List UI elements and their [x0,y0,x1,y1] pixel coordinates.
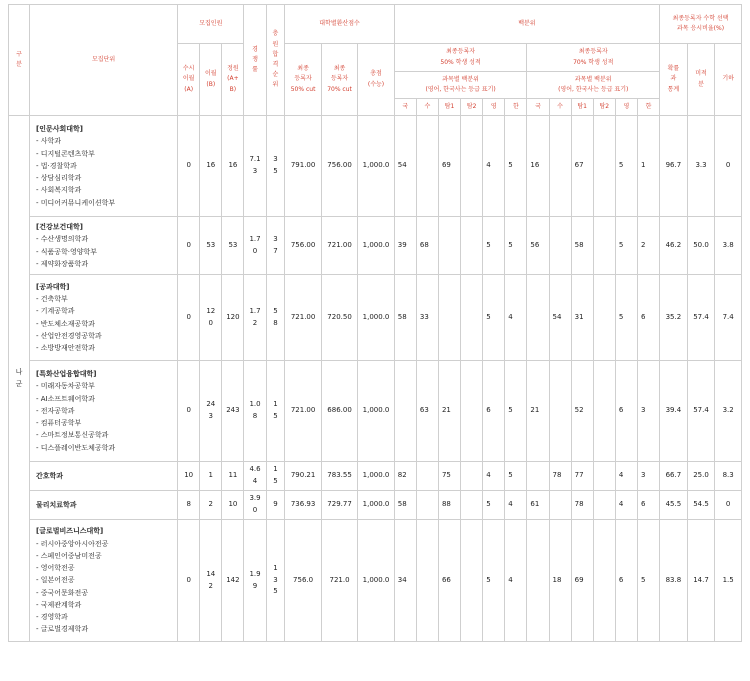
ratio-calc: 46.2 [660,217,688,275]
unit-cell [30,491,178,520]
header-subject: 탐2 [593,99,615,116]
major-item: - 제약화장품학과 [36,259,89,268]
table-row [9,491,742,520]
unit-cell [30,217,178,275]
pct70-value [549,217,571,275]
ratio-micro: 3.3 [687,116,715,217]
unit-cell [30,361,178,462]
full-score: 1,000.0 [358,361,394,462]
pct70-value: 61 [527,491,549,520]
major-item: - 영어학전공 [36,564,75,573]
pct70-value: 56 [527,217,549,275]
major-item: - 전자공학과 [36,406,75,415]
unit-title: 간호학과 [36,471,64,480]
pct70-value: 1 [637,116,659,217]
pct50-value [416,520,438,642]
pct50-value: 33 [416,275,438,361]
pct50-value: 4 [505,491,527,520]
pct50-value: 82 [394,462,416,491]
header-convert-score: 대학별환산점수 [285,5,394,44]
pct50-value: 68 [416,217,438,275]
recruit-total: 243 [222,361,244,462]
pct70-value: 67 [571,116,593,217]
full-score: 1,000.0 [358,275,394,361]
cut50-score: 736.93 [285,491,321,520]
table-row [9,520,742,642]
pct50-value: 5 [505,217,527,275]
header-pct70-sub: 과목별 백분위 (영어, 한국사는 등급 표기) [527,72,660,99]
pct70-value: 4 [615,462,637,491]
pct70-value: 69 [571,520,593,642]
full-score: 1,000.0 [358,491,394,520]
header-pct70: 최종등록자 70% 학생 성적 [527,44,660,72]
cut50-score: 721.00 [285,361,321,462]
recruit-susi: 0 [178,361,200,462]
waitlist-rank: 1 5 [266,462,285,491]
recruit-jungsi: 2 [200,491,222,520]
recruit-total: 10 [222,491,244,520]
pct70-value: 5 [615,275,637,361]
pct50-value: 66 [438,520,460,642]
major-item: - 스페인어중남미전공 [36,551,102,560]
major-item: - 국제관계학과 [36,600,82,609]
pct50-value [461,275,483,361]
header-waitlist: 충 원 합 격 순 위 [266,5,285,116]
recruit-jungsi: 24 3 [200,361,222,462]
ratio-geo: 0 [715,491,742,520]
recruit-susi: 0 [178,520,200,642]
recruit-susi: 0 [178,217,200,275]
ratio-micro: 57.4 [687,361,715,462]
pct70-value: 6 [615,520,637,642]
recruit-jungsi: 53 [200,217,222,275]
table-row [9,462,742,491]
recruit-total: 142 [222,520,244,642]
pct70-value: 6 [637,491,659,520]
pct50-value [461,462,483,491]
pct70-value: 5 [615,116,637,217]
competition-rate: 1.7 2 [244,275,266,361]
header-recruit-susi: 수시 이월 (A) [178,44,200,116]
header-cut50: 최종 등록자 50% cut [285,44,321,116]
header-subject: 영 [483,99,505,116]
header-pct50: 최종등록자 50% 학생 성적 [394,44,527,72]
competition-rate: 1.7 0 [244,217,266,275]
pct70-value: 5 [615,217,637,275]
major-item: - 기계공학과 [36,307,75,316]
header-subject: 탐1 [571,99,593,116]
pct50-value: 5 [483,217,505,275]
table-row [9,275,742,361]
cut70-score: 686.00 [321,361,357,462]
group-label: 나 군 [9,116,30,642]
header-subject: 국 [394,99,416,116]
pct70-value: 6 [637,275,659,361]
pct50-value [461,520,483,642]
unit-cell [30,275,178,361]
header-ratio-calc: 확률 과 통계 [660,44,688,116]
ratio-micro: 25.0 [687,462,715,491]
full-score: 1,000.0 [358,116,394,217]
pct70-value [527,275,549,361]
ratio-geo: 3.2 [715,361,742,462]
header-subject: 수 [416,99,438,116]
pct70-value [593,275,615,361]
pct50-value: 63 [416,361,438,462]
recruit-susi: 8 [178,491,200,520]
pct70-value [593,462,615,491]
table-row [9,116,742,217]
major-item: - AI소프트웨어학과 [36,394,95,403]
pct50-value: 58 [394,275,416,361]
ratio-geo: 1.5 [715,520,742,642]
cut70-score: 729.77 [321,491,357,520]
competition-rate: 3.9 0 [244,491,266,520]
table-header [9,5,742,116]
competition-rate: 1.9 9 [244,520,266,642]
header-recruit: 모집인원 [178,5,244,44]
ratio-calc: 45.5 [660,491,688,520]
pct50-value: 5 [505,116,527,217]
major-item: - 건축학부 [36,295,68,303]
cut50-score: 721.00 [285,275,321,361]
major-item: - 반도체소재공학과 [36,319,95,328]
unit-cell [30,462,178,491]
major-item: - 스마트정보통신공학과 [36,431,109,440]
cut70-score: 721.0 [321,520,357,642]
competition-rate: 1.0 8 [244,361,266,462]
ratio-geo: 8.3 [715,462,742,491]
pct50-value: 54 [394,116,416,217]
ratio-calc: 35.2 [660,275,688,361]
pct50-value [438,217,460,275]
pct70-value: 21 [527,361,549,462]
major-item: - 러시아중앙아시아전공 [36,539,109,548]
unit-title: [글로벌비즈니스대학] [36,527,104,536]
pct70-value: 18 [549,520,571,642]
header-recruit-total: 정원 (A+ B) [222,44,244,116]
admission-results-table-container [8,4,742,642]
pct50-value: 4 [505,520,527,642]
pct50-value: 5 [483,275,505,361]
pct50-value: 5 [483,520,505,642]
pct50-value: 5 [483,491,505,520]
major-item: - 사학과 [36,137,62,146]
unit-cell [30,520,178,642]
waitlist-rank: 1 5 [266,361,285,462]
header-recruit-jungsi: 이월 (B) [200,44,222,116]
table-row [9,361,742,462]
pct70-value: 5 [637,520,659,642]
pct70-value: 77 [571,462,593,491]
cut50-score: 756.00 [285,217,321,275]
pct70-value [593,116,615,217]
major-item: - 수산생명의학과 [36,235,89,244]
major-item: - 컴퓨터공학부 [36,419,82,428]
major-item: - 상담심리학과 [36,174,82,183]
competition-rate: 4.6 4 [244,462,266,491]
waitlist-rank: 5 8 [266,275,285,361]
pct50-value [438,275,460,361]
major-item: - 소방방재안전학과 [36,344,95,352]
pct50-value: 34 [394,520,416,642]
major-item: - 디스플레이반도체공학과 [36,443,116,452]
waitlist-rank: 1 3 5 [266,520,285,642]
pct50-value [416,116,438,217]
ratio-micro: 57.4 [687,275,715,361]
recruit-jungsi: 12 0 [200,275,222,361]
major-item: - 글로벌경제학과 [36,625,89,634]
pct50-value: 4 [505,275,527,361]
unit-title: [인문사회대학] [36,125,83,134]
unit-title: [특화산업융합대학] [36,370,97,379]
pct70-value: 3 [637,462,659,491]
major-item: - 경영학과 [36,613,68,622]
pct70-value: 78 [549,462,571,491]
header-math-ratio: 최종등록자 수학 선택 과목 응시비율(%) [660,5,742,44]
header-subject: 수 [549,99,571,116]
pct70-value [527,462,549,491]
recruit-total: 11 [222,462,244,491]
ratio-calc: 96.7 [660,116,688,217]
unit-cell [30,116,178,217]
header-subject: 탐1 [438,99,460,116]
pct50-value [416,491,438,520]
pct70-value [549,361,571,462]
header-gubun: 구 분 [9,5,30,116]
pct70-value [593,217,615,275]
ratio-micro: 50.0 [687,217,715,275]
full-score: 1,000.0 [358,217,394,275]
pct70-value: 16 [527,116,549,217]
header-subject: 한 [637,99,659,116]
major-item: - 미래자동차공학부 [36,382,95,391]
header-subject: 한 [505,99,527,116]
pct70-value: 78 [571,491,593,520]
pct50-value: 39 [394,217,416,275]
major-item: - 산업안전경영공학과 [36,331,102,340]
pct50-value [461,116,483,217]
major-item: - 디지털콘텐츠학부 [36,149,95,158]
pct50-value: 88 [438,491,460,520]
pct50-value [416,462,438,491]
header-subject: 탐2 [461,99,483,116]
ratio-calc: 66.7 [660,462,688,491]
header-pct50-sub: 과목별 백분위 (영어, 한국사는 등급 표기) [394,72,527,99]
pct70-value [593,361,615,462]
cut50-score: 790.21 [285,462,321,491]
pct50-value [461,361,483,462]
header-competition: 경 쟁 률 [244,5,266,116]
table-row [9,217,742,275]
pct50-value: 21 [438,361,460,462]
pct50-value: 58 [394,491,416,520]
ratio-geo: 0 [715,116,742,217]
major-item: - 중국어문화전공 [36,588,89,597]
header-subject: 국 [527,99,549,116]
cut50-score: 791.00 [285,116,321,217]
pct70-value [593,520,615,642]
pct50-value [394,361,416,462]
pct70-value: 54 [549,275,571,361]
pct50-value [461,217,483,275]
ratio-calc: 83.8 [660,520,688,642]
header-ratio-geo: 기하 [715,44,742,116]
recruit-total: 16 [222,116,244,217]
admission-results-table [8,4,742,642]
header-unit: 모집단위 [30,5,178,116]
header-subject: 영 [615,99,637,116]
pct70-value: 31 [571,275,593,361]
recruit-susi: 0 [178,275,200,361]
ratio-calc: 39.4 [660,361,688,462]
unit-title: [공과대학] [36,282,70,291]
recruit-total: 120 [222,275,244,361]
pct50-value: 4 [483,116,505,217]
major-item: - 식품공학·영양학부 [36,247,98,256]
recruit-total: 53 [222,217,244,275]
recruit-susi: 0 [178,116,200,217]
cut70-score: 720.50 [321,275,357,361]
pct70-value: 4 [615,491,637,520]
waitlist-rank: 3 7 [266,217,285,275]
header-ratio-micro: 미적 분 [687,44,715,116]
pct70-value: 52 [571,361,593,462]
major-item: - 미디어커뮤니케이션학부 [36,198,116,207]
cut70-score: 783.55 [321,462,357,491]
table-body [9,116,742,642]
ratio-geo: 3.8 [715,217,742,275]
pct70-value: 2 [637,217,659,275]
recruit-susi: 10 [178,462,200,491]
full-score: 1,000.0 [358,462,394,491]
pct70-value [527,520,549,642]
cut70-score: 756.00 [321,116,357,217]
pct50-value: 69 [438,116,460,217]
pct70-value: 3 [637,361,659,462]
header-full-score: 총점 (수능) [358,44,394,116]
pct70-value: 6 [615,361,637,462]
pct50-value: 5 [505,462,527,491]
pct70-value [549,491,571,520]
major-item: - 사회복지학과 [36,186,82,195]
major-item: - 법·경찰학과 [36,161,77,170]
pct70-value [549,116,571,217]
recruit-jungsi: 1 [200,462,222,491]
recruit-jungsi: 14 2 [200,520,222,642]
ratio-micro: 54.5 [687,491,715,520]
recruit-jungsi: 16 [200,116,222,217]
pct50-value [461,491,483,520]
header-cut70: 최종 등록자 70% cut [321,44,357,116]
pct50-value: 4 [483,462,505,491]
pct70-value: 58 [571,217,593,275]
cut50-score: 756.0 [285,520,321,642]
cut70-score: 721.00 [321,217,357,275]
waitlist-rank: 3 5 [266,116,285,217]
pct50-value: 6 [483,361,505,462]
pct50-value: 75 [438,462,460,491]
header-percentile: 백분위 [394,5,659,44]
competition-rate: 7.1 3 [244,116,266,217]
ratio-micro: 14.7 [687,520,715,642]
major-item: - 일본어전공 [36,576,75,585]
unit-title: 물리치료학과 [36,500,77,509]
pct50-value: 5 [505,361,527,462]
unit-title: [건강보건대학] [36,223,83,231]
ratio-geo: 7.4 [715,275,742,361]
pct70-value [593,491,615,520]
waitlist-rank: 9 [266,491,285,520]
full-score: 1,000.0 [358,520,394,642]
